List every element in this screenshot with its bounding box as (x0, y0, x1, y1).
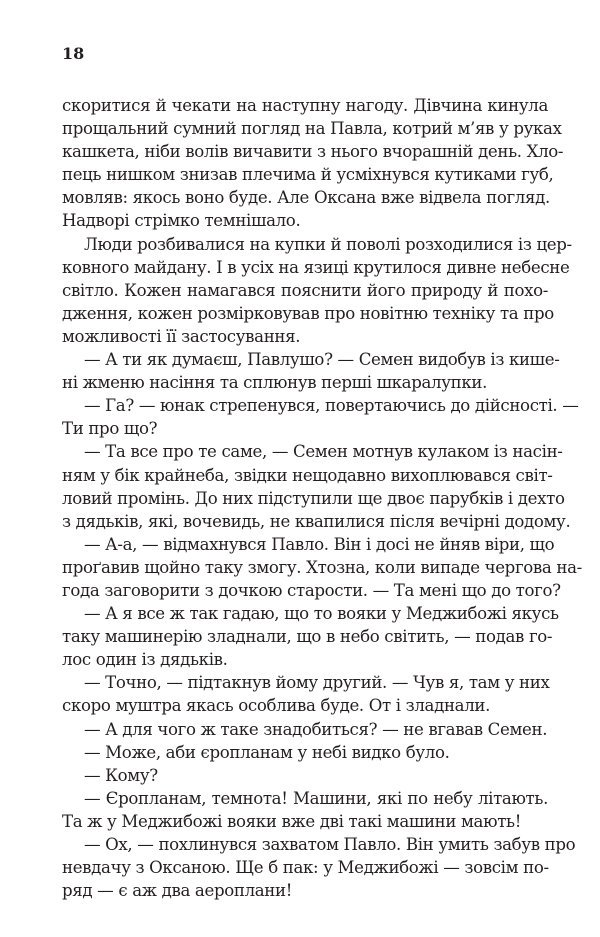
text-line: мовляв: якось воно буде. Але Оксана вже відвела погляд. (62, 188, 550, 208)
page-number: 18 (62, 44, 85, 63)
text-line: скоро муштра якась особлива буде. От і зладнали. (62, 696, 491, 716)
text-line: ковного майдану. І в усіх на язиці крутилося дивне небесне (62, 257, 570, 277)
text-line: з дядьків, які, вочевидь, не квапилися після вечірні додому. (62, 511, 571, 531)
text-line: — Єропланам, темнота! Машини, які по небу літають. (84, 788, 548, 808)
text-line: Надворі стрімко темнішало. (62, 211, 301, 231)
text-line: дження, кожен розмірковував про новітню техніку та про (62, 303, 554, 323)
text-line: ні жменю насіння та сплюнув перші шкаралупки. (62, 373, 487, 393)
text-line: Люди розбивалися на купки й поволі розходилися із цер- (84, 234, 572, 254)
text-line: ням у бік крайнеба, звідки нещодавно вихоплювався світ- (62, 465, 553, 485)
text-line: — А для чого ж таке знадобиться? — не вгавав Семен. (84, 719, 548, 739)
text-line: года заговорити з дочкою старости. — Та мені що до того? (62, 580, 561, 600)
text-line: Ти про що? (62, 419, 158, 439)
text-line: — А я все ж так гадаю, що то вояки у Меджибожі якусь (84, 604, 559, 624)
text-line: — А ти як думаєш, Павлушо? — Семен видобув із кише- (84, 350, 560, 370)
text-line: світло. Кожен намагався пояснити його природу й похо- (62, 280, 548, 300)
text-line: — Га? — юнак стрепенувся, повертаючись до дійсності. — (84, 396, 579, 416)
text-line: скоритися й чекати на наступну нагоду. Дівчина кинула (62, 96, 548, 115)
text-line: — Ох, — похлинувся захватом Павло. Він умить забув про (84, 835, 576, 854)
text-line: — Може, аби єропланам у небі видко було. (84, 742, 450, 762)
text-line: — Та все про те саме, — Семен мотнув кулаком із насін- (84, 442, 563, 462)
text-line: ловий промінь. До них підступили ще двоє парубків і дехто (62, 488, 565, 508)
text-line: невдачу з Оксаною. Ще б пак: у Меджибожі — зовсім по- (62, 858, 549, 878)
body-text (62, 94, 582, 902)
text-line: прощальний сумний погляд на Павла, котрий м’яв у руках (62, 119, 562, 139)
text-line: пець нишком знизав плечима й усміхнувся кутиками губ, (62, 165, 554, 185)
text-line: — Кому? (84, 765, 158, 785)
text-line: можливості її застосування. (62, 326, 301, 346)
text-line: — Точно, — підтакнув йому другий. — Чув я, там у них (84, 673, 550, 693)
text-line: кашкета, ніби волів вичавити з нього вчорашній день. Хло- (62, 142, 564, 162)
text-line: — А-а, — відмахнувся Павло. Він і досі не йняв віри, що (84, 534, 555, 554)
text-line: лос один із дядьків. (62, 650, 228, 670)
text-line: проґавив щойно таку змогу. Хтозна, коли випаде чергова на- (62, 557, 582, 577)
text-line: таку машинерію зладнали, що в небо світить, — подав го- (62, 627, 553, 647)
text-line: ряд — є аж два аероплани! (62, 881, 293, 901)
text-line: Та ж у Меджибожі вояки вже дві такі машини мають! (62, 811, 522, 831)
